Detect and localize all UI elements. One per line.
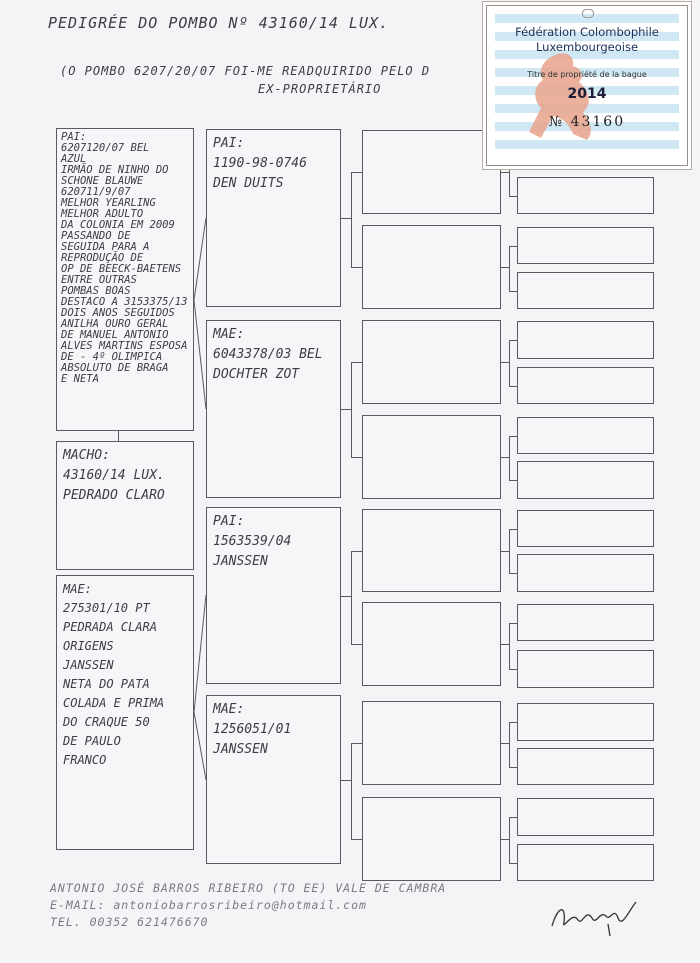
subtitle-line-1: (O POMBO 6207/20/07 FOI-ME READQUIRIDO PELO D: [60, 64, 431, 78]
signature: [548, 896, 640, 940]
grandparent-text: PAI: 1563539/04 JANSSEN: [213, 514, 292, 569]
grandparent-text: PAI: 1190-98-0746 DEN DUITS: [213, 136, 307, 191]
sticker-year: 2014: [567, 86, 607, 102]
connector: [194, 595, 206, 712]
subject-text: MACHO: 43160/14 LUX. PEDRADO CLARO: [63, 448, 165, 503]
owner-name: ANTONIO JOSÉ BARROS RIBEIRO (TO EE) VALE DE CAMBRA: [50, 881, 447, 895]
ring-hole-icon: [582, 9, 594, 18]
owner-email[interactable]: E-MAIL: antoniobarrosribeiro@hotmail.com: [50, 898, 367, 912]
dam-text: MAE: 275301/10 PT PEDRADA CLARA ORIGENS JANSSEN NETA DO PATA COLADA E PRIMA DO CRAQUE 50 DE PAULO FRANCO: [63, 582, 165, 767]
pedigree-title: PEDIGRÉE DO POMBO Nº 43160/14 LUX.: [48, 14, 390, 32]
ring-ownership-sticker: [486, 5, 688, 166]
owner-footer: [50, 880, 446, 931]
sire-text: PAI: 6207120/07 BEL AZUL IRMÃO DE NINHO DO SCHONE BLAUWE 620711/9/07 MELHOR YEARLING MELHOR ADULTO DA COLONIA EM 2009 PASSANDO DE SEGUIDA PARA A REPRODUÇÃO DE OP DE BEECK-BAETENS ENTRE OUTRAS POMBAS BOAS DESTACO A 3153375/13 DOIS ANOS SEGUIDOS ANILHA OURO GERAL DE MANUEL ANTONIO ALVES MARTINS ESPOSA DE - 4º OLIMPICA ABSOLUTO DE BRAGA E NETA: [61, 131, 188, 385]
subtitle-line-2: EX-PROPRIETÁRIO: [258, 82, 382, 96]
owner-phone: TEL. 00352 621476670: [50, 915, 209, 929]
sticker-subtitle: Titre de propriété de la bague: [527, 70, 647, 79]
connector: [194, 300, 206, 409]
sticker-federation: Fédération Colombophile: [515, 25, 659, 39]
connector: [194, 712, 206, 780]
sticker-ring-number: № 43160: [548, 114, 626, 130]
connector: [194, 218, 206, 300]
sticker-federation-country: Luxembourgeoise: [535, 40, 639, 54]
grandparent-text: MAE: 1256051/01 JANSSEN: [213, 702, 292, 757]
grandparent-text: MAE: 6043378/03 BEL DOCHTER ZOT: [213, 327, 323, 382]
